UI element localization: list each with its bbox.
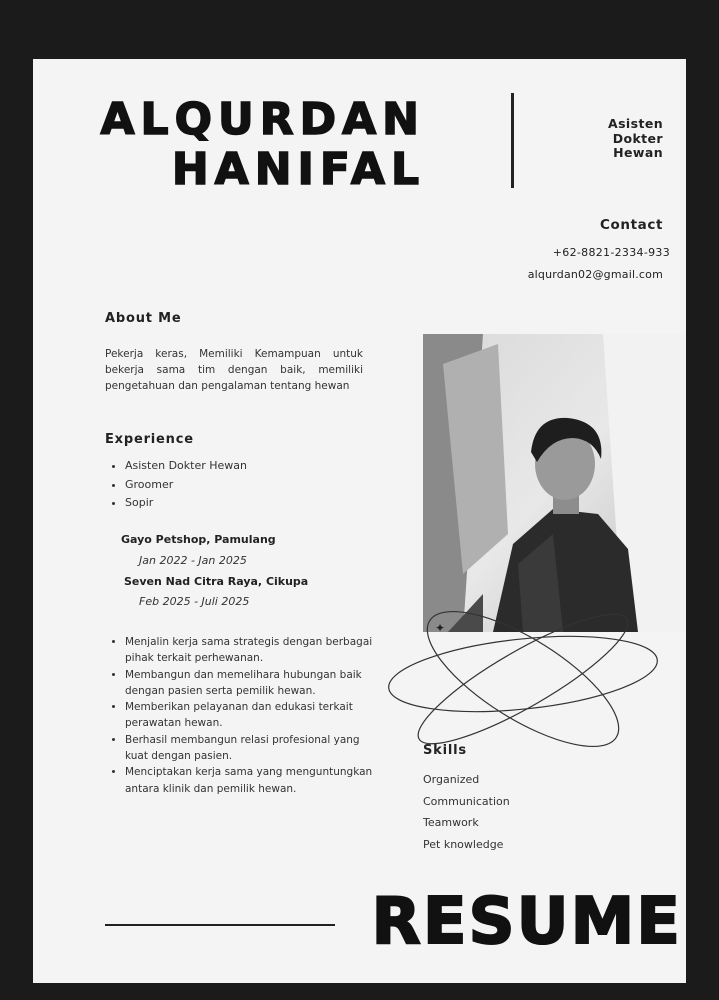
- list-item: • Berhasil membangun relasi profesional yang kuat dengan pasien.: [125, 732, 373, 765]
- list-item: • Membangun dan memelihara hubungan baik dengan pasien serta pemilik hewan.: [125, 667, 373, 700]
- list-item: • Asisten Dokter Hewan: [125, 457, 247, 476]
- profile-photo-graphic: [423, 334, 686, 632]
- job-company-2: Seven Nad Citra Raya, Cikupa: [124, 575, 309, 588]
- list-item: • Memberikan pelayanan dan edukasi terkait perawatan hewan.: [125, 699, 373, 732]
- role-line-2: Dokter: [612, 130, 663, 146]
- experience-title: Experience: [105, 432, 194, 447]
- skills-list: [423, 773, 510, 859]
- list-item: • Groomer: [125, 476, 247, 495]
- job-company-1: Gayo Petshop, Pamulang: [121, 533, 276, 546]
- contact-email: alqurdan02@gmail.com: [527, 268, 663, 281]
- skills-title: Skills: [423, 743, 467, 758]
- list-item: • Menciptakan kerja sama yang menguntungkan antara klinik dan pemilik hewan.: [125, 764, 373, 797]
- list-item: • Sopir: [125, 494, 247, 513]
- profile-photo: [423, 334, 686, 632]
- footer-divider: [105, 924, 335, 926]
- svg-text:✦: ✦: [435, 621, 446, 635]
- list-item: Communication: [423, 794, 510, 808]
- about-title: About Me: [105, 311, 182, 326]
- list-item: Teamwork: [423, 816, 479, 829]
- about-text: Pekerja keras, Memiliki Kemampuan untuk bekerja sama tim dengan baik, memiliki pengetahuan dan pengalaman tentang hewan: [105, 348, 363, 392]
- contact-phone: +62-8821-2334-933: [552, 246, 670, 259]
- role-line-3: Hewan: [613, 145, 663, 160]
- resume-page: [33, 59, 686, 983]
- full-name: [33, 95, 425, 195]
- list-item: Pet knowledge: [423, 837, 504, 851]
- job-period-1: Jan 2022 - Jan 2025: [139, 554, 247, 567]
- job-role: [573, 117, 663, 161]
- job-period-2: Feb 2025 - Juli 2025: [139, 595, 250, 608]
- vertical-divider: [511, 93, 514, 188]
- achievements-list: [125, 634, 373, 797]
- list-item: Organized: [423, 773, 480, 786]
- resume-word: RESUME: [371, 885, 682, 959]
- role-line-1: Asisten: [608, 116, 663, 131]
- contact-title: Contact: [599, 217, 663, 233]
- experience-roles-list: [125, 457, 247, 513]
- list-item: • Menjalin kerja sama strategis dengan berbagai pihak terkait perhewanan.: [125, 634, 373, 667]
- name-line-1: ALQURDAN: [100, 94, 425, 145]
- name-line-2: HANIFAL: [171, 144, 425, 195]
